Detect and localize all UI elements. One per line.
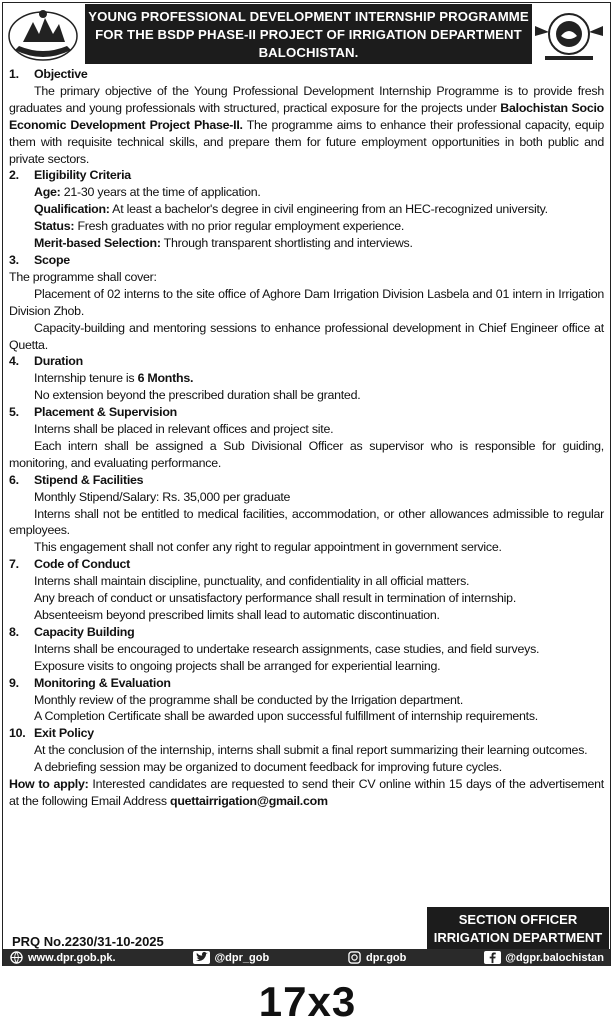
ad-size-label: 17x3 — [258, 978, 357, 1025]
footer-facebook[interactable]: @dgpr.balochistan — [484, 951, 604, 964]
header-line-3: BALOCHISTAN. — [258, 45, 359, 60]
apply-email-link[interactable]: quettairrigation@gmail.com — [170, 793, 328, 808]
globe-icon — [9, 951, 24, 964]
conduct-paragraph: Interns shall maintain discipline, punctuality, and confidentiality in all official matters. — [34, 574, 470, 589]
section-heading-conduct: 7. Code of Conduct — [9, 557, 131, 572]
scope-paragraph: Placement of 02 interns to the site office of Aghore Dam Irrigation Division Lasbela and 01 intern in Irrigation Division Zhob. — [9, 286, 604, 318]
capacity-paragraph: Interns shall be encouraged to undertake research assignments, case studies, and field surveys. — [34, 641, 540, 656]
twitter-bird-icon — [194, 951, 209, 964]
eligibility-merit: Merit-based Selection: Through transparent shortlisting and interviews. — [34, 236, 413, 251]
conduct-paragraph: Absenteeism beyond prescribed limits shall lead to automatic discontinuation. — [34, 608, 440, 622]
stipend-paragraph: This engagement shall not confer any right to regular appointment in government service. — [34, 540, 502, 555]
signature-title: SECTION OFFICER — [458, 912, 578, 927]
signature-department: IRRIGATION DEPARTMENT — [433, 930, 603, 945]
conduct-paragraph: Any breach of conduct or unsatisfactory performance shall result in termination of internship. — [34, 591, 517, 606]
signature-box — [427, 907, 609, 951]
section-heading-stipend: 6. Stipend & Facilities — [9, 472, 144, 487]
placement-paragraph: Interns shall be placed in relevant offices and project site. — [34, 422, 334, 437]
stipend-paragraph: Interns shall not be entitled to medical facilities, accommodation, or other allowances admissible to regular employees. — [9, 506, 604, 538]
exit-paragraph: A debriefing session may be organized to document feedback for improving future cycles. — [34, 760, 502, 775]
section-heading-exit: 10. Exit Policy — [9, 726, 94, 741]
capacity-paragraph: Exposure visits to ongoing projects shall be arranged for experiential learning. — [34, 658, 441, 673]
footer-social-bar — [3, 949, 610, 966]
header-line-2: FOR THE BSDP PHASE-II PROJECT OF IRRIGATION DEPARTMENT — [95, 27, 522, 42]
scope-paragraph: Capacity-building and mentoring sessions to enhance professional development in Chief Engineer office at Quetta. — [9, 320, 604, 352]
facebook-icon — [485, 951, 500, 964]
section-heading-monitoring: 9. Monitoring & Evaluation — [9, 675, 171, 690]
header-line-1: YOUNG PROFESSIONAL DEVELOPMENT INTERNSHIP PROGRAMME — [88, 9, 529, 24]
monitoring-paragraph: Monthly review of the programme shall be conducted by the Irrigation department. — [34, 692, 464, 707]
how-to-apply: How to apply: Interested candidates are requested to send their CV online within 15 days of the advertisement at the following Email Address quettairrigation@gmail.com — [9, 777, 605, 808]
monitoring-paragraph: A Completion Certificate shall be awarded upon successful fulfillment of internship requirements. — [34, 709, 538, 724]
scope-intro: The programme shall cover: — [9, 269, 157, 284]
footer-twitter[interactable]: @dpr_gob — [193, 951, 269, 964]
eligibility-status: Status: Fresh graduates with no prior regular employment experience. — [34, 219, 405, 234]
section-heading-scope: 3. Scope — [9, 252, 70, 267]
prq-number: PRQ No.2230/31-10-2025 — [12, 934, 164, 949]
section-heading-duration: 4. Duration — [9, 354, 83, 369]
section-heading-placement: 5. Placement & Supervision — [9, 405, 177, 420]
duration-extension: No extension beyond the prescribed duration shall be granted. — [34, 388, 361, 403]
balochistan-emblem-icon — [5, 6, 81, 64]
eligibility-qualification: Qualification: At least a bachelor's degree in civil engineering from an HEC-recognized university. — [34, 202, 548, 217]
advertisement-body — [9, 66, 604, 810]
section-heading-eligibility: 2. Eligibility Criteria — [9, 168, 131, 183]
header-title-box — [85, 4, 532, 64]
irrigation-department-logo-icon — [531, 6, 607, 64]
footer-website[interactable]: www.dpr.gob.pk. — [9, 951, 116, 964]
placement-paragraph: Each intern shall be assigned a Sub Divisional Officer as supervisor who is responsible for guiding, monitoring, and evaluating performance. — [9, 438, 604, 470]
stipend-amount: Monthly Stipend/Salary: Rs. 35,000 per graduate — [34, 489, 291, 504]
eligibility-age: Age: 21-30 years at the time of application. — [34, 185, 261, 200]
footer-instagram[interactable]: dpr.gob — [347, 951, 406, 964]
section-heading-capacity: 8. Capacity Building — [9, 624, 135, 639]
section-heading-objective: 1. Objective — [9, 67, 88, 81]
objective-paragraph: The primary objective of the Young Professional Development Internship Programme is to provide fresh graduates and young professionals with structured, practical exposure for the projects under Balochistan Socio Economic Development Project Phase-II. The programme aims to enhance their professional capacity, equip them with requisite technical skills, and prepare them for future employment opportunities in both public and private sectors. — [9, 83, 604, 166]
instagram-icon — [347, 951, 362, 964]
exit-paragraph: At the conclusion of the internship, interns shall submit a final report summarizing their learning outcomes. — [34, 743, 588, 758]
duration-tenure: Internship tenure is 6 Months. — [34, 371, 194, 386]
